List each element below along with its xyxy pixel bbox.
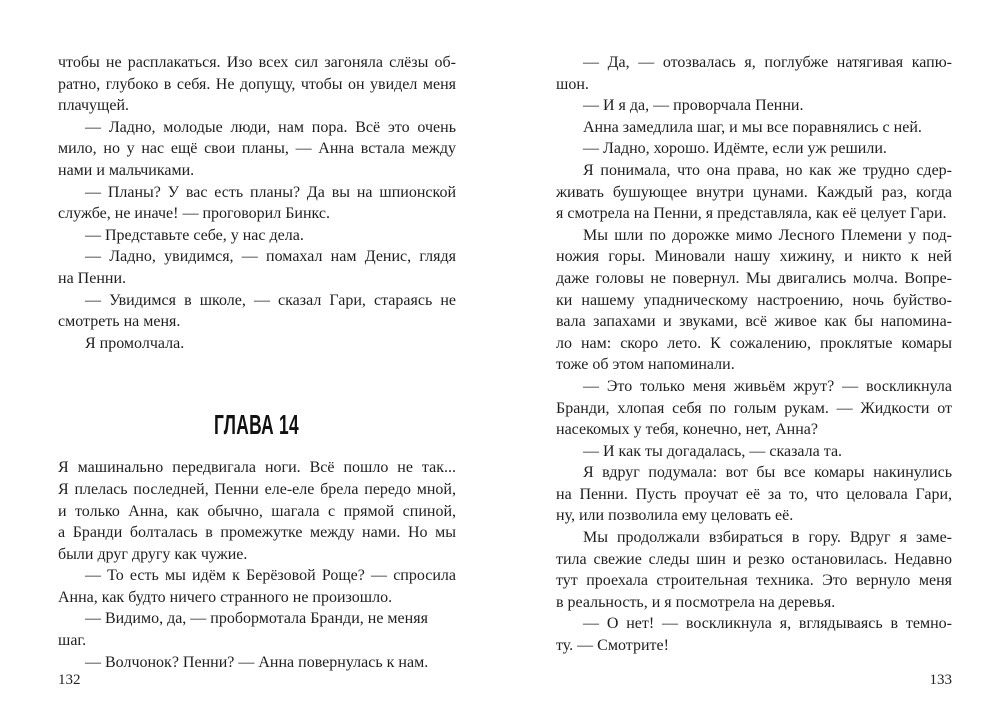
text-line: — И я да, — проворчала Пенни.	[583, 97, 804, 115]
text-line: тут проехала строительная техника. Это вернуло меня	[556, 572, 952, 590]
right-page	[556, 52, 952, 657]
text-line: Я промолчала.	[85, 334, 185, 352]
text-line: — Увидимся в школе, — сказал Гари, стараясь не	[85, 291, 456, 309]
text-line: Мы продолжали взбираться в гору. Вдруг я заме-	[583, 529, 952, 547]
text-line: были друг другу как чужие.	[58, 545, 248, 563]
text-line: смотреть на меня.	[58, 313, 181, 331]
text-line: я смотрела на Пенни, я представляла, как её целует Гари.	[556, 205, 947, 223]
text-line: а Бранди болталась в промежутке между нами. Но мы	[58, 524, 456, 542]
text-line: — Ладно, молодые люди, нам пора. Всё это очень	[85, 118, 456, 136]
text-line: — Ладно, увидимся, — помахал нам Денис, глядя	[85, 248, 456, 266]
text-line: Я машинально передвигала ноги. Всё пошло не так...	[58, 459, 456, 477]
text-line: тоже об этом напоминали.	[556, 356, 735, 374]
text-line: — То есть мы идём к Берёзовой Роще? — спросила	[85, 567, 456, 585]
left-page-paragraphs-before-heading	[58, 52, 456, 354]
text-line: насекомых у тебя, конечно, нет, Анна?	[556, 421, 818, 439]
text-line: ки нашему упадническому настроению, ночь буйство-	[556, 291, 952, 309]
text-line: Анна замедлила шаг, и мы все поравнялись с ней.	[583, 118, 922, 136]
text-line: нами и мальчиками.	[58, 161, 195, 179]
text-line: — Да, — отозвалась я, поглубже натягивая капю-	[583, 54, 952, 71]
chapter-heading-text: ГЛАВА 14	[214, 409, 300, 441]
text-line: — Планы? У вас есть планы? Да вы на шпионской	[85, 183, 456, 201]
page-number-left: 132	[58, 672, 81, 688]
text-line: ну, или позволила ему целовать её.	[556, 507, 794, 525]
text-line: чтобы не расплакаться. Изо всех сил загоняла слёзы об-	[58, 54, 456, 71]
page-number-right: 133	[929, 672, 952, 688]
text-line: службе, не иначе! — проговорил Бинкс.	[58, 205, 330, 223]
text-line: в реальность, и я посмотрела на деревья.	[556, 593, 836, 611]
text-line: — Видимо, да, — пробормотала Бранди, не меняя шаг.	[58, 610, 428, 650]
text-line: — И как ты догадалась, — сказала та.	[583, 442, 843, 460]
text-line: ножия горы. Миновали нашу хижину, и никто к ней	[556, 248, 952, 266]
chapter-heading	[58, 409, 456, 440]
text-line: на Пенни. Пусть проучат её за то, что целовала Гари,	[556, 485, 952, 503]
text-line: Я плелась последней, Пенни еле-еле брела передо мной,	[58, 480, 456, 498]
text-line: Бранди, хлопая себя по голым рукам. — Жидкости от	[556, 399, 952, 417]
text-line: — Волчонок? Пенни? — Анна повернулась к нам.	[85, 653, 429, 671]
text-line: — Это только меня живьём жрут? — воскликнула	[583, 377, 952, 395]
text-line: живать бушующее внутри цунами. Каждый раз, когда	[556, 183, 952, 201]
left-page	[58, 52, 456, 673]
text-line: и только Анна, как обычно, шагала с прямой спиной,	[58, 502, 456, 520]
text-line: вала запахами и звуками, всё живое как бы напомина-	[556, 313, 952, 331]
text-line: Анна, как будто ничего странного не произошло.	[58, 588, 393, 606]
text-line: Я вдруг подумала: вот бы все комары накинулись	[583, 464, 952, 482]
left-page-paragraphs-after-heading	[58, 457, 456, 673]
text-line: ратно, глубоко в себя. Не допущу, чтобы он увидел меня	[58, 75, 456, 93]
text-line: — Представьте себе, у нас дела.	[85, 226, 304, 244]
text-line: тила свежие следы шин и резко остановилась. Недавно	[556, 550, 952, 568]
text-line: на Пенни.	[58, 269, 127, 287]
text-line: — Ладно, хорошо. Идёмте, если уж решили.	[583, 140, 887, 158]
text-line: ло нам: скоро лето. К сожалению, проклятые комары	[556, 334, 952, 352]
text-line: Мы шли по дорожке мимо Лесного Племени у под-	[583, 226, 952, 244]
text-line: — О нет! — воскликнула я, вглядываясь в темно-	[583, 615, 952, 633]
text-line: ту. — Смотрите!	[556, 637, 669, 655]
text-line: шон.	[556, 75, 589, 93]
text-line: Я понимала, что она права, но как же трудно сдер-	[583, 161, 952, 179]
text-line: мило, но у нас ещё свои планы, — Анна встала между	[58, 140, 456, 158]
text-line: плачущей.	[58, 97, 130, 115]
right-page-paragraphs	[556, 52, 952, 657]
text-line: даже головы не повернул. Мы двигались молча. Вопре-	[556, 269, 952, 287]
